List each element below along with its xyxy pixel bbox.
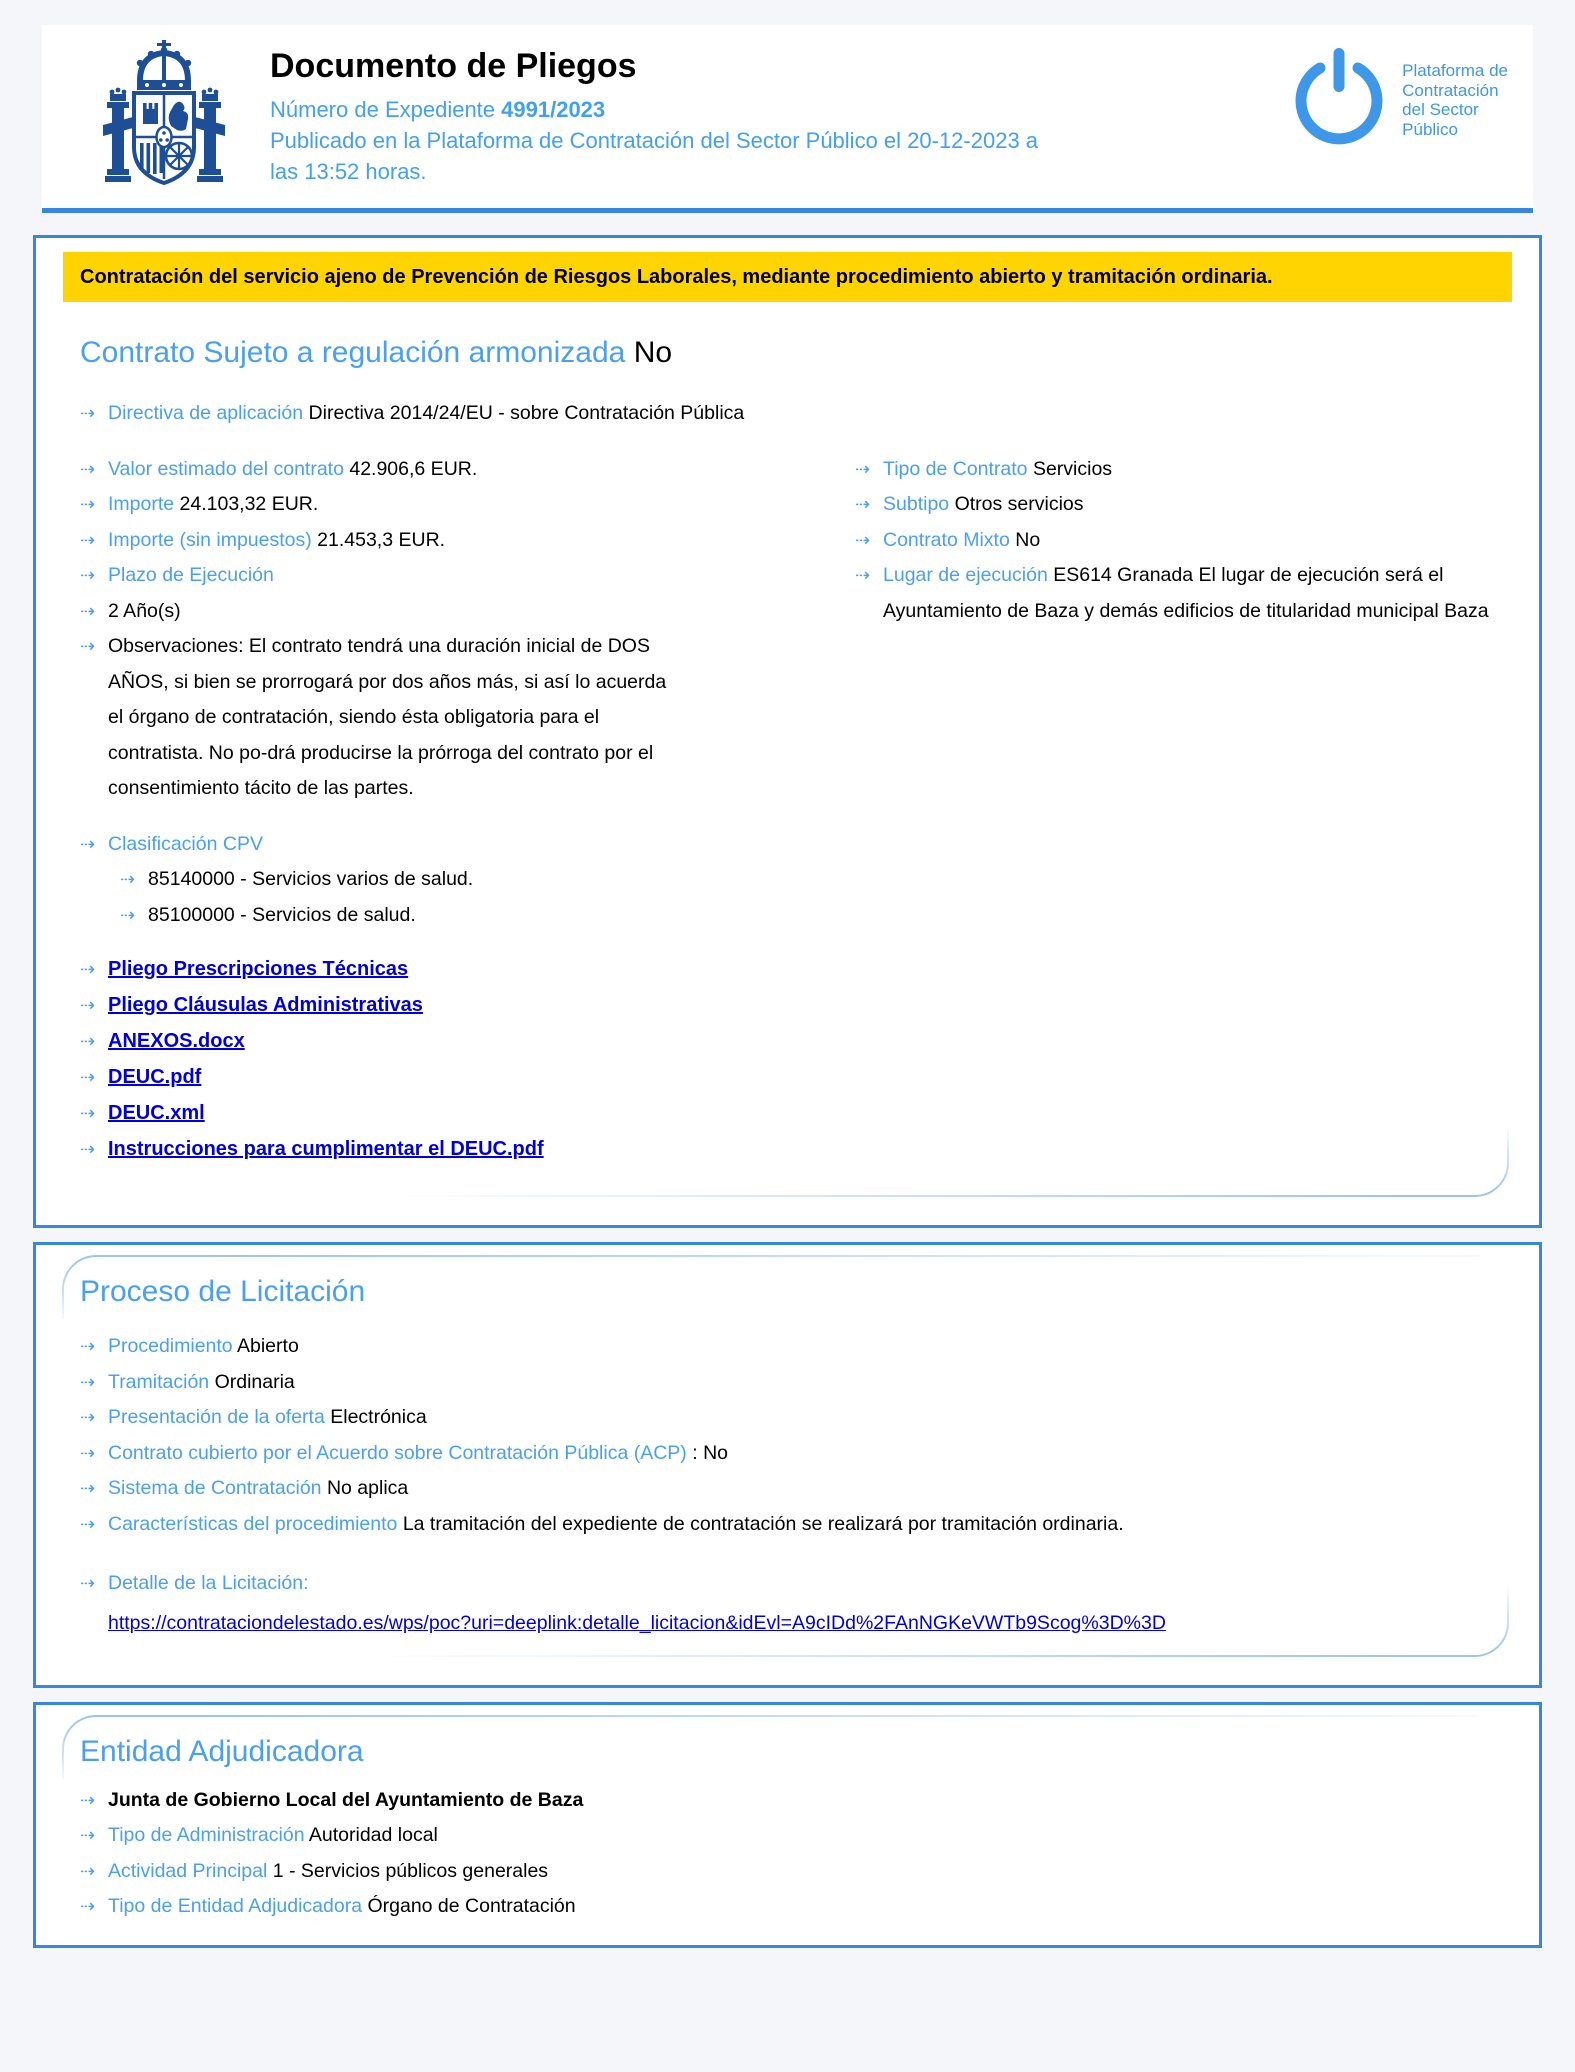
- field-acp: [80, 1436, 1512, 1472]
- section-title-entidad: Entidad Adjudicadora: [80, 1734, 364, 1768]
- field-label: Plazo de Ejecución: [108, 564, 274, 586]
- licitacion-detail-url-row: [108, 1608, 1512, 1638]
- field-sistema-contratacion: [80, 1471, 1512, 1507]
- field-value: 2 Año(s): [108, 599, 181, 622]
- licitacion-detail-link[interactable]: https://contrataciondelestado.es/wps/poc?uri=deeplink:detalle_licitacion&idEvl=A9cIDd%2FAnNGKeVWTb9Scog%3D%3D: [108, 1611, 1166, 1634]
- link-deuc-xml[interactable]: DEUC.xml: [108, 1102, 205, 1124]
- field-label: Procedimiento: [108, 1335, 233, 1357]
- field-arrow-icon: ⇢: [80, 1825, 96, 1845]
- field-arrow-icon: ⇢: [80, 494, 96, 514]
- field-label: Valor estimado del contrato: [108, 457, 344, 480]
- link-pliego-prescripciones-tecnicas[interactable]: Pliego Prescripciones Técnicas: [108, 958, 409, 980]
- power-button-icon: [1288, 45, 1390, 153]
- logo-text-line: Público: [1402, 119, 1458, 139]
- section-title-proceso: Proceso de Licitación: [80, 1275, 366, 1308]
- field-arrow-icon: ⇢: [80, 995, 96, 1015]
- field-label: Tipo de Administración: [108, 1824, 305, 1846]
- field-arrow-icon: ⇢: [80, 1513, 96, 1534]
- expediente-value: 4991/2023: [501, 97, 606, 122]
- proceso-fields: [63, 1329, 1512, 1542]
- field-actividad-principal: [80, 1854, 1512, 1890]
- field-label: Tipo de Entidad Adjudicadora: [108, 1895, 363, 1917]
- field-label: Contrato cubierto por el Acuerdo sobre Contratación Pública (ACP): [108, 1441, 687, 1464]
- field-label: Subtipo: [883, 493, 950, 515]
- section-title-value: No: [633, 336, 673, 369]
- field-arrow-icon: ⇢: [80, 1031, 96, 1051]
- field-arrow-icon: ⇢: [80, 600, 96, 621]
- field-tipo-administracion: [80, 1818, 1512, 1854]
- field-directiva: [80, 396, 1512, 432]
- field-arrow-icon: ⇢: [80, 833, 96, 854]
- link-row: [80, 1095, 1512, 1131]
- field-presentacion-oferta: [80, 1400, 1512, 1436]
- field-arrow-icon: ⇢: [120, 869, 136, 889]
- field-arrow-icon: ⇢: [80, 458, 96, 479]
- field-arrow-icon: ⇢: [80, 959, 96, 979]
- field-value: Otros servicios: [954, 493, 1084, 515]
- spain-coat-of-arms-icon: [94, 39, 234, 187]
- section-proceso-licitacion: [33, 1242, 1542, 1688]
- field-lugar-ejecucion: [855, 558, 1512, 629]
- field-arrow-icon: ⇢: [80, 636, 96, 656]
- field-clasificacion-cpv: [80, 827, 1512, 863]
- field-arrow-icon: ⇢: [855, 565, 871, 585]
- link-pliego-clausulas-administrativas[interactable]: Pliego Cláusulas Administrativas: [108, 994, 423, 1016]
- field-value: Órgano de Contratación: [367, 1895, 576, 1917]
- field-value: Servicios: [1032, 457, 1113, 480]
- field-plazo-detalle: [80, 594, 855, 630]
- contract-summary-banner: Contratación del servicio ajeno de Prevención de Riesgos Laborales, mediante procedimiento abierto y tramitación ordinaria.: [63, 252, 1512, 302]
- field-arrow-icon: ⇢: [80, 1103, 96, 1123]
- field-caracteristicas: [80, 1507, 1512, 1543]
- header-text-block: [270, 35, 1288, 187]
- field-value: Observaciones: El contrato tendrá una duración inicial de DOS AÑOS, si bien se prorrogará por dos años más, si así lo acuerda el órgano de contratación, siendo ésta obligatoria para el contratista. No po-drá producirse la prórroga del contrato por el consentimiento tácito de las partes.: [108, 635, 667, 799]
- field-label: Directiva de aplicación: [108, 402, 304, 424]
- field-arrow-icon: ⇢: [80, 529, 96, 550]
- cpv-block: [63, 827, 1512, 934]
- field-arrow-icon: ⇢: [855, 458, 871, 479]
- field-label: Actividad Principal: [108, 1859, 268, 1882]
- link-instrucciones-deuc[interactable]: Instrucciones para cumplimentar el DEUC.pdf: [108, 1138, 544, 1160]
- two-column-fields: [80, 452, 1512, 807]
- field-value: ES614 Granada El lugar de ejecución será el Ayuntamiento de Baza y demás edificios de titularidad municipal Baza: [883, 564, 1489, 622]
- logo-text-line: Contratación: [1402, 80, 1499, 100]
- field-tipo-contrato: [855, 452, 1512, 488]
- field-label: Sistema de Contratación: [108, 1477, 322, 1499]
- field-value: No: [1015, 528, 1041, 551]
- link-row: [80, 1059, 1512, 1095]
- logo-text-line: del Sector: [1402, 100, 1479, 119]
- field-arrow-icon: ⇢: [80, 1336, 96, 1356]
- field-label: Tramitación: [108, 1370, 210, 1393]
- field-arrow-icon: ⇢: [80, 565, 96, 585]
- published-line: Publicado en la Plataforma de Contratación del Sector Público el 20-12-2023 a las 13:52 horas.: [270, 128, 1039, 184]
- field-importe-sin-impuestos: [80, 523, 855, 559]
- field-subtipo: [855, 487, 1512, 523]
- left-column: [80, 452, 855, 807]
- field-tipo-entidad-adjudicadora: [80, 1889, 1512, 1925]
- section-entidad-adjudicadora: [33, 1702, 1542, 1948]
- field-label: Presentación de la oferta: [108, 1406, 325, 1428]
- field-arrow-icon: ⇢: [855, 529, 871, 550]
- cpv-item: [120, 862, 1512, 898]
- field-value: Ordinaria: [214, 1370, 295, 1393]
- organo-name: Junta de Gobierno Local del Ayuntamiento de Baza: [108, 1788, 584, 1811]
- field-value: Directiva 2014/24/EU - sobre Contratación Pública: [308, 402, 745, 424]
- field-arrow-icon: ⇢: [80, 1139, 96, 1159]
- expediente-label: Número de Expediente: [270, 97, 496, 122]
- link-row: [80, 951, 1512, 987]
- field-label: Importe: [108, 493, 175, 515]
- link-row: [80, 1023, 1512, 1059]
- field-observaciones: [80, 629, 680, 807]
- document-title: Documento de Pliegos: [270, 47, 637, 85]
- entidad-fields: [63, 1783, 1512, 1925]
- cpv-item-value: 85140000 - Servicios varios de salud.: [148, 868, 474, 890]
- field-arrow-icon: ⇢: [855, 494, 871, 514]
- link-row: [80, 1131, 1512, 1167]
- field-label: Contrato Mixto: [883, 528, 1010, 551]
- field-label: Importe (sin impuestos): [108, 528, 312, 551]
- field-arrow-icon: ⇢: [80, 1478, 96, 1498]
- field-arrow-icon: ⇢: [80, 1860, 96, 1881]
- section-title-armonizada: [80, 336, 1512, 370]
- field-value: Electrónica: [330, 1406, 427, 1428]
- field-arrow-icon: ⇢: [80, 1573, 96, 1593]
- field-tramitacion: [80, 1365, 1512, 1401]
- field-plazo-ejecucion: [80, 558, 855, 594]
- field-value: Autoridad local: [308, 1824, 438, 1846]
- field-procedimiento: [80, 1329, 1512, 1365]
- right-column: [855, 452, 1512, 630]
- field-value: 24.103,32 EUR.: [179, 493, 319, 515]
- section-contrato-armonizada: [33, 235, 1542, 1228]
- field-contrato-mixto: [855, 523, 1512, 559]
- field-value: 42.906,6 EUR.: [349, 457, 478, 480]
- field-label: Detalle de la Licitación:: [108, 1572, 309, 1594]
- pcsp-logo-text: [1402, 61, 1508, 153]
- field-label: Clasificación CPV: [108, 832, 263, 855]
- field-importe: [80, 487, 855, 523]
- field-value: 1 - Servicios públicos generales: [272, 1859, 549, 1882]
- field-value: Abierto: [237, 1335, 299, 1357]
- field-arrow-icon: ⇢: [80, 1067, 96, 1087]
- field-arrow-icon: ⇢: [80, 1371, 96, 1392]
- field-value: No aplica: [326, 1477, 409, 1499]
- field-detalle-licitacion: [80, 1566, 1512, 1602]
- document-links: [63, 951, 1512, 1167]
- field-value: 21.453,3 EUR.: [317, 528, 446, 551]
- field-label: Tipo de Contrato: [883, 457, 1028, 480]
- field-valor-estimado: [80, 452, 855, 488]
- field-arrow-icon: ⇢: [80, 1789, 96, 1810]
- expediente-line: [270, 94, 1288, 125]
- field-arrow-icon: ⇢: [80, 1407, 96, 1427]
- logo-text-line: Plataforma de: [1402, 61, 1508, 80]
- field-arrow-icon: ⇢: [80, 1896, 96, 1916]
- pcsp-logo: [1288, 45, 1508, 153]
- link-deuc-pdf[interactable]: DEUC.pdf: [108, 1066, 202, 1088]
- field-value: : No: [692, 1441, 728, 1464]
- link-row: [80, 987, 1512, 1023]
- link-anexos-docx[interactable]: ANEXOS.docx: [108, 1030, 245, 1052]
- field-organo: [80, 1783, 1512, 1819]
- field-arrow-icon: ⇢: [80, 403, 96, 423]
- field-value: La tramitación del expediente de contratación se realizará por tramitación ordinaria.: [402, 1512, 1124, 1535]
- cpv-item-value: 85100000 - Servicios de salud.: [148, 903, 416, 926]
- cpv-item: [120, 898, 1512, 934]
- field-label: Características del procedimiento: [108, 1512, 398, 1535]
- field-arrow-icon: ⇢: [80, 1442, 96, 1463]
- field-label: Lugar de ejecución: [883, 564, 1048, 586]
- document-header: [42, 25, 1533, 213]
- section-title-text: Contrato Sujeto a regulación armonizada: [80, 336, 626, 369]
- field-arrow-icon: ⇢: [120, 904, 136, 925]
